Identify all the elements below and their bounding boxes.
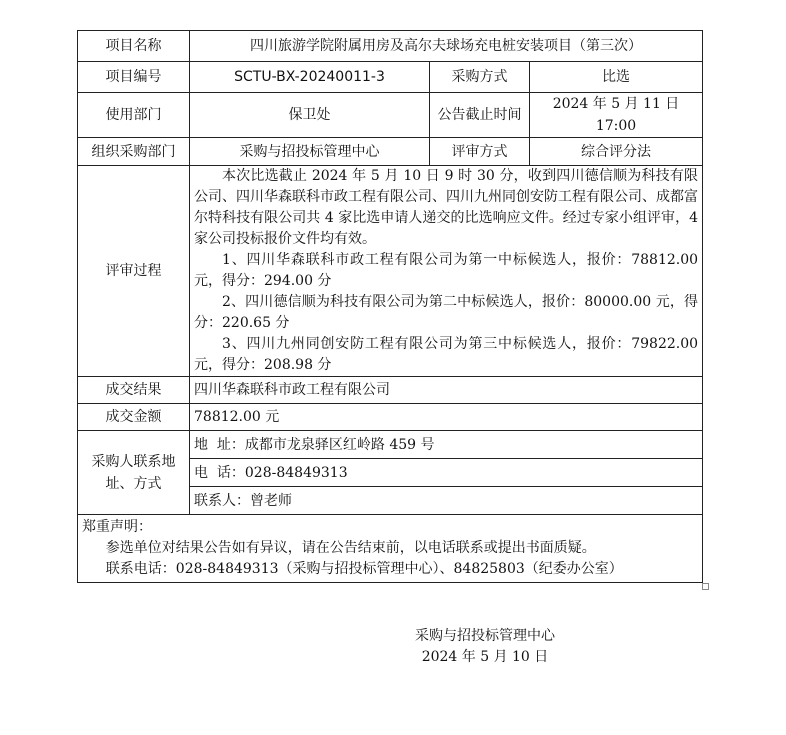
deadline-label: 公告截止时间 bbox=[430, 93, 530, 138]
project-no-label: 项目编号 bbox=[78, 62, 190, 93]
review-method-label: 评审方式 bbox=[430, 138, 530, 166]
notice-line-objection: 参选单位对结果公告如有异议，请在公告结束前，以电话联系或提出书面质疑。 bbox=[105, 540, 596, 556]
notice-title: 郑重声明： bbox=[82, 519, 152, 535]
result-label: 成交结果 bbox=[78, 377, 190, 404]
row-project-name bbox=[78, 31, 703, 62]
row-address bbox=[78, 431, 703, 459]
row-amount bbox=[78, 404, 703, 431]
row-project-no bbox=[78, 62, 703, 93]
project-name-label: 项目名称 bbox=[78, 31, 190, 62]
process-paragraph-candidate-2: 2、四川德信顺为科技有限公司为第二中标候选人，报价：80000.00 元，得分：220.65 分 bbox=[194, 294, 699, 331]
signature-org: 采购与招投标管理中心 bbox=[415, 628, 555, 644]
process-paragraph-candidate-1: 1、四川华森联科市政工程有限公司为第一中标候选人，报价：78812.00 元，得分：294.00 分 bbox=[194, 252, 699, 289]
row-review-process bbox=[78, 166, 703, 377]
row-org-dept bbox=[78, 138, 703, 166]
amount-value: 78812.00 元 bbox=[190, 404, 703, 431]
row-user-dept bbox=[78, 93, 703, 138]
org-dept-label: 组织采购部门 bbox=[78, 138, 190, 166]
purchase-method-label: 采购方式 bbox=[430, 62, 530, 93]
project-no-value: SCTU-BX-20240011-3 bbox=[190, 62, 430, 93]
amount-label: 成交金额 bbox=[78, 404, 190, 431]
project-name-value: 四川旅游学院附属用房及高尔夫球场充电桩安装项目（第三次） bbox=[190, 31, 703, 62]
table-resize-handle[interactable] bbox=[702, 583, 709, 590]
purchaser-label: 采购人联系地址、方式 bbox=[78, 431, 190, 515]
org-dept-value: 采购与招投标管理中心 bbox=[190, 138, 430, 166]
deadline-date: 2024 年 5 月 11 日 bbox=[552, 96, 680, 112]
review-method-value: 综合评分法 bbox=[530, 138, 703, 166]
user-dept-value: 保卫处 bbox=[190, 93, 430, 138]
signature-date: 2024 年 5 月 10 日 bbox=[421, 649, 549, 665]
phone-value: 电 话：028-84849313 bbox=[190, 459, 703, 487]
review-process-content bbox=[190, 166, 703, 377]
row-result bbox=[78, 377, 703, 404]
signature-block bbox=[380, 626, 590, 668]
contact-value: 联系人：曾老师 bbox=[190, 487, 703, 515]
deadline-value bbox=[530, 93, 703, 138]
purchase-method-value: 比选 bbox=[530, 62, 703, 93]
announcement-table bbox=[77, 30, 703, 583]
address-value: 地 址：成都市龙泉驿区红岭路 459 号 bbox=[190, 431, 703, 459]
row-notice bbox=[78, 515, 703, 583]
notice-content bbox=[78, 515, 703, 583]
notice-line-contact: 联系电话：028-84849313（采购与招投标管理中心）、84825803（纪委办公室） bbox=[105, 561, 623, 577]
result-value: 四川华森联科市政工程有限公司 bbox=[190, 377, 703, 404]
review-process-label: 评审过程 bbox=[78, 166, 190, 377]
process-paragraph-summary: 本次比选截止 2024 年 5 月 10 日 9 时 30 分，收到四川德信顺为科技有限公司、四川华森联科市政工程有限公司、四川九州同创安防工程有限公司、成都富尔特科技有限公司共 4 家比选申请人递交的比选响应文件。经过专家小组评审，4 家公司投标报价文件均有效。 bbox=[194, 168, 699, 247]
deadline-time: 17:00 bbox=[595, 118, 637, 134]
user-dept-label: 使用部门 bbox=[78, 93, 190, 138]
process-paragraph-candidate-3: 3、四川九州同创安防工程有限公司为第三中标候选人，报价：79822.00 元，得分：208.98 分 bbox=[194, 336, 699, 373]
